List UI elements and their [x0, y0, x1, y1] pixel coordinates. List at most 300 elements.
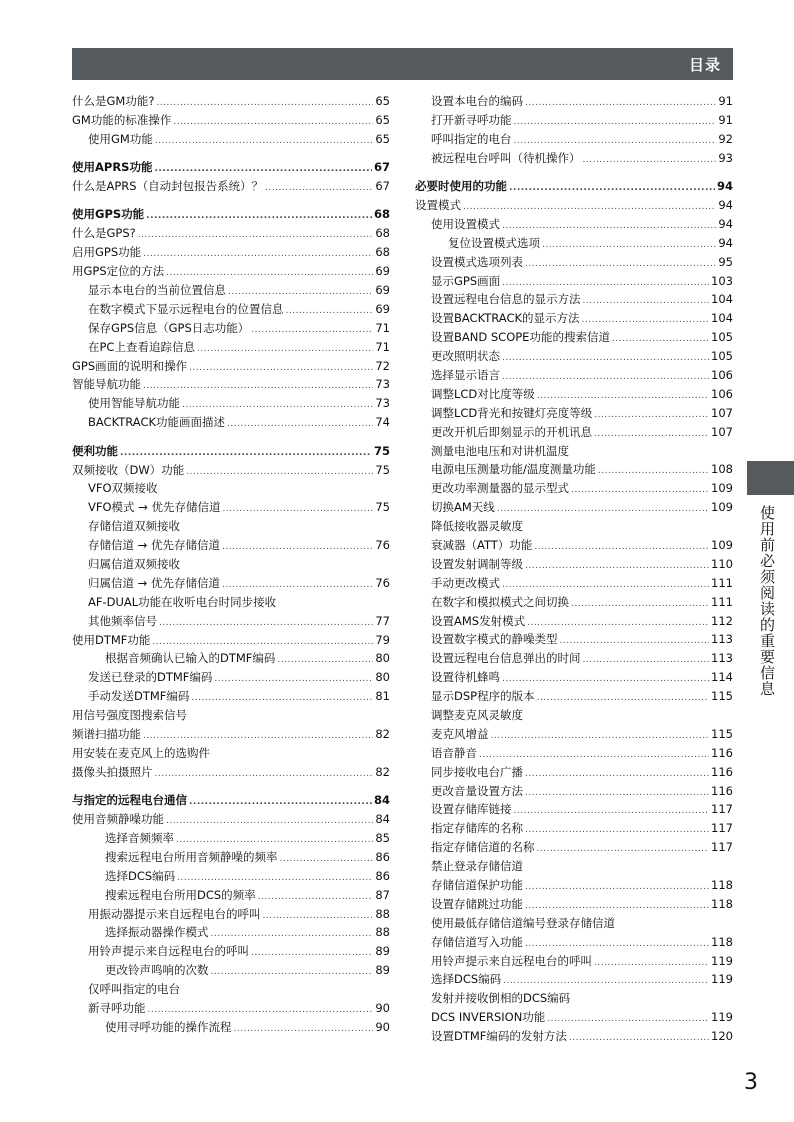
- toc-entry-title: 选择显示语言: [431, 367, 500, 382]
- toc-page-number: 104: [711, 311, 733, 326]
- toc-entry[interactable]: [415, 309, 733, 328]
- toc-entry[interactable]: [415, 130, 733, 149]
- toc-page-number: 118: [711, 878, 733, 893]
- toc-entry-title: BACKTRACK功能画面描述: [88, 415, 226, 430]
- toc-page-number: 94: [718, 216, 733, 231]
- toc-entry-title: 设置本电台的编码: [431, 94, 523, 108]
- toc-page-number: 111: [711, 575, 733, 590]
- toc-entry-title: 语音静音: [431, 745, 477, 760]
- toc-leader-dots: [251, 321, 373, 340]
- toc-entry[interactable]: [72, 574, 390, 593]
- header-bar: [72, 48, 733, 80]
- toc-section-heading[interactable]: [72, 791, 390, 810]
- toc-entry[interactable]: [415, 989, 733, 1008]
- toc-entry-title: 显示DSP程序的版本: [431, 689, 535, 704]
- toc-page-number: 116: [711, 745, 733, 760]
- toc-page-number: 113: [711, 632, 733, 647]
- toc-entry[interactable]: [415, 819, 733, 838]
- toc-entry-title: 使用设置模式: [431, 216, 500, 231]
- toc-leader-dots: [497, 500, 709, 519]
- toc-entry-title: 什么是GPS?: [72, 226, 136, 241]
- toc-entry[interactable]: [415, 498, 733, 517]
- toc-entry-title: 呼叫指定的电台: [431, 131, 512, 146]
- toc-page-number: 90: [375, 1019, 390, 1034]
- toc-entry-title: 打开新寻呼功能: [431, 112, 512, 127]
- toc-entry[interactable]: [72, 687, 390, 706]
- toc-leader-dots: [166, 812, 373, 831]
- toc-entry[interactable]: [415, 857, 733, 876]
- toc-entry[interactable]: [415, 838, 733, 857]
- toc-entry-title: 使用GPS功能: [72, 207, 145, 222]
- toc-entry-title: 切换AM天线: [431, 500, 495, 515]
- toc-page-number: 65: [375, 112, 390, 127]
- toc-page-number: 69: [375, 301, 390, 316]
- toc-page-number: 76: [375, 538, 390, 553]
- toc-page-number: 94: [716, 179, 733, 194]
- toc-entry-title: 什么是APRS（自动封包报告系统）？: [72, 179, 264, 194]
- toc-leader-dots: [146, 207, 372, 226]
- toc-entry[interactable]: [415, 933, 733, 952]
- toc-page-number: 117: [711, 802, 733, 817]
- toc-entry[interactable]: [72, 92, 390, 111]
- toc-leader-dots: [612, 330, 709, 349]
- toc-entry[interactable]: [415, 1027, 733, 1046]
- toc-entry-title: 更改功率测量器的显示型式: [431, 481, 569, 496]
- toc-entry[interactable]: [72, 517, 390, 536]
- toc-leader-dots: [509, 179, 715, 198]
- toc-page-number: 75: [373, 443, 390, 458]
- toc-entry-title: 归属信道双频接收: [88, 556, 180, 571]
- toc-leader-dots: [560, 632, 710, 651]
- toc-entry[interactable]: [415, 460, 733, 479]
- toc-entry[interactable]: [415, 593, 733, 612]
- toc-entry-title: 用铃声提示来自远程电台的呼叫: [431, 953, 592, 968]
- toc-entry[interactable]: [72, 536, 390, 555]
- toc-entry-title: 频谱扫描功能: [72, 727, 141, 741]
- toc-entry-title: 手动更改模式: [431, 575, 500, 590]
- toc-entry-title: 使用最低存储信道编号登录存储信道: [431, 915, 615, 930]
- toc-entry-title: 测量电池电压和对讲机温度: [431, 443, 569, 458]
- toc-entry-title: 同步接收电台广播: [431, 764, 523, 779]
- toc-leader-dots: [173, 113, 373, 132]
- toc-leader-dots: [598, 462, 709, 481]
- toc-entry[interactable]: [415, 668, 733, 687]
- toc-entry-title: 使用智能导航功能: [88, 396, 180, 411]
- toc-leader-dots: [571, 481, 709, 500]
- toc-page-number: 119: [711, 1010, 733, 1025]
- toc-leader-dots: [583, 292, 710, 311]
- toc-leader-dots: [547, 1010, 709, 1029]
- toc-leader-dots: [222, 538, 373, 557]
- toc-leader-dots: [211, 963, 374, 982]
- toc-entry-title: 使用APRS功能: [72, 160, 153, 175]
- toc-entry[interactable]: [415, 234, 733, 253]
- toc-leader-dots: [514, 802, 710, 821]
- toc-entry[interactable]: [72, 1018, 390, 1037]
- toc-entry[interactable]: [415, 782, 733, 801]
- toc-entry-title: 用GPS定位的方法: [72, 264, 165, 279]
- toc-right-column: [415, 92, 733, 1046]
- toc-page-number: 88: [375, 906, 390, 921]
- toc-entry[interactable]: [72, 224, 390, 243]
- toc-entry-title: 设置DTMF编码的发射方法: [431, 1029, 567, 1044]
- toc-page-number: 120: [711, 1029, 733, 1044]
- toc-entry[interactable]: [415, 253, 733, 272]
- toc-left-column: [72, 92, 390, 1037]
- toc-page-number: 113: [711, 651, 733, 666]
- toc-entry-title: 双频接收（DW）功能: [72, 462, 185, 477]
- toc-entry-title: 选择DCS编码: [105, 868, 176, 883]
- toc-page-number: 119: [711, 972, 733, 987]
- toc-page-number: 73: [375, 377, 390, 392]
- toc-page-number: 112: [711, 613, 733, 628]
- toc-entry[interactable]: [415, 442, 733, 461]
- toc-page-number: 86: [375, 849, 390, 864]
- toc-leader-dots: [189, 359, 373, 378]
- toc-page-number: 93: [718, 150, 733, 165]
- toc-page-number: 88: [375, 925, 390, 940]
- toc-page-number: 74: [375, 415, 390, 430]
- toc-entry[interactable]: [415, 479, 733, 498]
- toc-entry[interactable]: [415, 272, 733, 291]
- toc-page-number: 67: [373, 160, 390, 175]
- toc-entry-title: 必要时使用的功能: [415, 179, 507, 194]
- toc-entry-title: 禁止登录存储信道: [431, 859, 523, 874]
- toc-leader-dots: [525, 784, 709, 803]
- toc-entry-title: 设置模式: [415, 197, 461, 212]
- toc-leader-dots: [534, 538, 709, 557]
- toc-entry-title: 使用GM功能: [88, 131, 153, 146]
- toc-page-number: 118: [711, 934, 733, 949]
- toc-page-number: 84: [373, 793, 390, 808]
- toc-entry-title: 使用寻呼功能的操作流程: [105, 1019, 232, 1034]
- toc-page-number: 81: [375, 689, 390, 704]
- toc-entry[interactable]: [415, 111, 733, 130]
- toc-entry-title: 保存GPS信息（GPS日志功能）: [88, 320, 250, 335]
- toc-entry-title: 归属信道 → 优先存储信道: [88, 575, 220, 590]
- toc-entry[interactable]: [415, 347, 733, 366]
- toc-page-number: 67: [375, 179, 390, 194]
- toc-entry-title: 用振动器提示来自远程电台的呼叫: [88, 906, 261, 921]
- toc-page-number: 110: [711, 556, 733, 571]
- toc-page-number: 75: [375, 500, 390, 515]
- toc-entry-title: 什么是GM功能?: [72, 94, 155, 108]
- toc-entry[interactable]: [72, 886, 390, 905]
- toc-page-number: 75: [375, 462, 390, 477]
- toc-leader-dots: [222, 500, 373, 519]
- toc-entry[interactable]: [72, 111, 390, 130]
- toc-entry[interactable]: [415, 555, 733, 574]
- toc-leader-dots: [537, 840, 710, 859]
- toc-entry[interactable]: [415, 630, 733, 649]
- toc-page-number: 89: [375, 944, 390, 959]
- toc-leader-dots: [214, 670, 373, 689]
- toc-page-number: 95: [718, 254, 733, 269]
- toc-entry[interactable]: [72, 130, 390, 149]
- toc-section-heading[interactable]: [72, 442, 390, 461]
- toc-page-number: 79: [375, 632, 390, 647]
- toc-page-number: 65: [375, 131, 390, 146]
- toc-entry[interactable]: [72, 942, 390, 961]
- toc-entry[interactable]: [415, 517, 733, 536]
- toc-entry[interactable]: [72, 848, 390, 867]
- toc-page-number: 109: [711, 537, 733, 552]
- toc-section-heading[interactable]: [415, 177, 733, 196]
- toc-page-number: 107: [711, 405, 733, 420]
- toc-entry[interactable]: [415, 876, 733, 895]
- toc-entry[interactable]: [72, 961, 390, 980]
- toc-page-number: 71: [375, 339, 390, 354]
- toc-leader-dots: [594, 406, 709, 425]
- toc-entry[interactable]: [72, 725, 390, 744]
- toc-leader-dots: [265, 179, 373, 198]
- toc-entry-title: 智能导航功能: [72, 377, 141, 392]
- toc-entry[interactable]: [72, 668, 390, 687]
- toc-leader-dots: [583, 651, 710, 670]
- toc-page-number: 89: [375, 963, 390, 978]
- toc-entry[interactable]: [415, 725, 733, 744]
- toc-entry-title: 新寻呼功能: [88, 1000, 146, 1015]
- toc-entry-title: 存储信道写入功能: [431, 934, 523, 949]
- toc-page-number: 115: [711, 726, 733, 741]
- toc-entry[interactable]: [72, 744, 390, 763]
- page-title: 目录: [688, 56, 721, 74]
- toc-leader-dots: [594, 425, 709, 444]
- toc-page-number: 72: [375, 358, 390, 373]
- toc-leader-dots: [286, 302, 374, 321]
- toc-entry[interactable]: [415, 800, 733, 819]
- toc-entry[interactable]: [72, 281, 390, 300]
- toc-entry[interactable]: [415, 149, 733, 168]
- toc-entry-title: 在数字模式下显示远程电台的位置信息: [88, 301, 284, 316]
- toc-entry-title: AF-DUAL功能在收听电台时同步接收: [88, 594, 277, 609]
- toc-page-number: 118: [711, 896, 733, 911]
- toc-entry-title: 搜索远程电台所用DCS的频率: [105, 887, 256, 902]
- toc-leader-dots: [138, 226, 374, 245]
- toc-entry[interactable]: [415, 914, 733, 933]
- toc-entry[interactable]: [72, 999, 390, 1018]
- toc-leader-dots: [155, 132, 374, 151]
- toc-entry-title: 仅呼叫指定的电台: [88, 982, 180, 997]
- toc-leader-dots: [156, 94, 373, 113]
- toc-entry[interactable]: [72, 763, 390, 782]
- toc-page-number: 119: [711, 953, 733, 968]
- toc-section-heading[interactable]: [72, 158, 390, 177]
- toc-entry-title: 设置数字模式的静噪类型: [431, 632, 558, 647]
- toc-entry-title: 设置发射调制等级: [431, 556, 523, 571]
- toc-entry[interactable]: [72, 829, 390, 848]
- toc-entry-title: 用安装在麦克风上的选购件: [72, 745, 210, 760]
- toc-section-heading[interactable]: [72, 205, 390, 224]
- toc-leader-dots: [525, 878, 709, 897]
- toc-entry-title: 搜索远程电台所用音频静噪的频率: [105, 849, 278, 864]
- toc-entry-title: 调整LCD背光和按键灯亮度等级: [431, 405, 593, 420]
- toc-entry[interactable]: [415, 744, 733, 763]
- toc-page-number: 90: [375, 1000, 390, 1015]
- toc-page-number: 91: [718, 94, 733, 108]
- toc-entry-title: 设置远程电台信息的显示方法: [431, 292, 581, 307]
- toc-page-number: 108: [711, 462, 733, 477]
- toc-entry[interactable]: [72, 923, 390, 942]
- toc-entry[interactable]: [415, 612, 733, 631]
- toc-entry-title: 设置BACKTRACK的显示方法: [431, 311, 580, 326]
- toc-leader-dots: [514, 113, 717, 132]
- toc-entry-title: 使用DTMF功能: [72, 632, 151, 647]
- toc-entry-title: 指定存储信道的名称: [431, 840, 535, 855]
- toc-entry-title: VFO模式 → 优先存储信道: [88, 500, 221, 515]
- toc-page-number: 116: [711, 764, 733, 779]
- toc-entry-title: 麦克风增益: [431, 726, 489, 741]
- toc-page-number: 76: [375, 575, 390, 590]
- toc-page-number: 107: [711, 424, 733, 439]
- toc-entry[interactable]: [415, 196, 733, 215]
- toc-entry[interactable]: [415, 366, 733, 385]
- toc-page-number: 116: [711, 783, 733, 798]
- toc-page-number: 80: [375, 651, 390, 666]
- toc-leader-dots: [143, 245, 373, 264]
- toc-entry[interactable]: [72, 905, 390, 924]
- toc-leader-dots: [251, 944, 373, 963]
- toc-entry-title: 启用GPS功能: [72, 245, 142, 260]
- toc-entry[interactable]: [72, 243, 390, 262]
- toc-entry[interactable]: [72, 612, 390, 631]
- toc-leader-dots: [186, 463, 373, 482]
- toc-leader-dots: [159, 614, 373, 633]
- toc-entry[interactable]: [415, 763, 733, 782]
- toc-entry[interactable]: [415, 385, 733, 404]
- toc-entry[interactable]: [415, 970, 733, 989]
- toc-entry-title: 调整LCD对比度等级: [431, 386, 535, 401]
- toc-entry-title: 设置远程电台信息弹出的时间: [431, 651, 581, 666]
- toc-leader-dots: [277, 651, 373, 670]
- toc-entry[interactable]: [72, 867, 390, 886]
- toc-leader-dots: [197, 340, 373, 359]
- toc-page-number: 117: [711, 840, 733, 855]
- toc-entry-title: 其他频率信号: [88, 613, 157, 628]
- toc-entry[interactable]: [72, 394, 390, 413]
- toc-leader-dots: [463, 198, 716, 217]
- toc-entry[interactable]: [415, 574, 733, 593]
- toc-entry-title: 设置待机蜂鸣: [431, 670, 500, 685]
- toc-page-number: 111: [711, 594, 733, 609]
- toc-entry-title: 更改音量设置方法: [431, 783, 523, 798]
- toc-entry[interactable]: [72, 300, 390, 319]
- toc-leader-dots: [525, 94, 716, 113]
- toc-entry-title: 更改开机后即刻显示的开机讯息: [431, 424, 592, 439]
- toc-entry[interactable]: [415, 649, 733, 668]
- toc-entry-title: 更改照明状态: [431, 349, 500, 364]
- toc-entry-title: 复位设置模式选项: [448, 235, 540, 250]
- toc-entry[interactable]: [72, 593, 390, 612]
- toc-entry[interactable]: [415, 328, 733, 347]
- toc-page-number: 85: [375, 830, 390, 845]
- toc-entry-title: 发送已登录的DTMF编码: [88, 670, 213, 685]
- toc-page-number: 103: [711, 273, 733, 288]
- toc-entry[interactable]: [72, 262, 390, 281]
- toc-entry[interactable]: [72, 177, 390, 196]
- toc-entry-title: 存储信道双频接收: [88, 519, 180, 534]
- toc-entry-title: 选择DCS编码: [431, 972, 502, 987]
- toc-entry-title: 衰减器（ATT）功能: [431, 537, 533, 552]
- toc-entry-title: 选择音频频率: [105, 830, 174, 845]
- toc-entry-title: 显示本电台的当前位置信息: [88, 283, 226, 298]
- toc-page-number: 77: [375, 613, 390, 628]
- toc-leader-dots: [227, 415, 373, 434]
- toc-entry-title: 设置模式选项列表: [431, 254, 523, 269]
- toc-entry-title: DCS INVERSION功能: [431, 1010, 546, 1025]
- toc-page-number: 109: [711, 481, 733, 496]
- toc-entry[interactable]: [415, 404, 733, 423]
- toc-page-number: 71: [375, 320, 390, 335]
- toc-leader-dots: [594, 954, 709, 973]
- side-tab-marker: [747, 461, 794, 495]
- toc-page-number: 68: [375, 245, 390, 260]
- toc-entry[interactable]: [72, 357, 390, 376]
- toc-entry[interactable]: [415, 92, 733, 111]
- page-number: 3: [744, 1070, 758, 1095]
- toc-entry[interactable]: [72, 980, 390, 999]
- toc-entry-title: 电源电压测量功能/温度测量功能: [431, 462, 596, 477]
- toc-leader-dots: [258, 888, 374, 907]
- toc-page-number: 68: [375, 226, 390, 241]
- toc-page-number: 109: [711, 500, 733, 515]
- toc-entry[interactable]: [72, 461, 390, 480]
- toc-leader-dots: [525, 557, 709, 576]
- toc-page-number: 104: [711, 292, 733, 307]
- toc-entry[interactable]: [72, 319, 390, 338]
- toc-entry[interactable]: [72, 810, 390, 829]
- toc-entry[interactable]: [72, 555, 390, 574]
- toc-page-number: 105: [711, 349, 733, 364]
- toc-entry[interactable]: [415, 290, 733, 309]
- toc-entry[interactable]: [72, 413, 390, 432]
- toc-leader-dots: [569, 1029, 709, 1048]
- side-section-label: 使用前必须阅读的重要信息: [758, 505, 776, 697]
- toc-entry-title: VFO双频接收: [88, 481, 158, 496]
- toc-page-number: 92: [718, 131, 733, 146]
- toc-entry[interactable]: [415, 1008, 733, 1027]
- toc-entry-title: 存储信道 → 优先存储信道: [88, 538, 220, 553]
- toc-entry[interactable]: [415, 687, 733, 706]
- toc-entry[interactable]: [72, 375, 390, 394]
- toc-entry-title: 调整麦克风灵敏度: [431, 708, 523, 722]
- toc-leader-dots: [234, 1020, 374, 1039]
- toc-entry[interactable]: [415, 215, 733, 234]
- toc-leader-dots: [491, 727, 710, 746]
- toc-entry[interactable]: [415, 952, 733, 971]
- toc-entry-title: 显示GPS画面: [431, 273, 501, 288]
- toc-entry-title: 与指定的远程电台通信: [72, 793, 187, 808]
- toc-page-number: 86: [375, 868, 390, 883]
- toc-entry[interactable]: [72, 338, 390, 357]
- toc-entry[interactable]: [72, 706, 390, 725]
- toc-leader-dots: [189, 793, 372, 812]
- toc-entry[interactable]: [415, 706, 733, 725]
- toc-page-number: 105: [711, 330, 733, 345]
- toc-entry[interactable]: [415, 895, 733, 914]
- toc-entry[interactable]: [72, 479, 390, 498]
- toc-page-number: 94: [718, 197, 733, 212]
- toc-entry[interactable]: [72, 631, 390, 650]
- toc-page-number: 82: [375, 727, 390, 741]
- toc-entry[interactable]: [415, 536, 733, 555]
- toc-leader-dots: [263, 907, 374, 926]
- toc-leader-dots: [542, 236, 716, 255]
- toc-entry[interactable]: [72, 649, 390, 668]
- toc-entry-title: 设置BAND SCOPE功能的搜索信道: [431, 330, 610, 345]
- toc-entry[interactable]: [415, 423, 733, 442]
- toc-entry[interactable]: [72, 498, 390, 517]
